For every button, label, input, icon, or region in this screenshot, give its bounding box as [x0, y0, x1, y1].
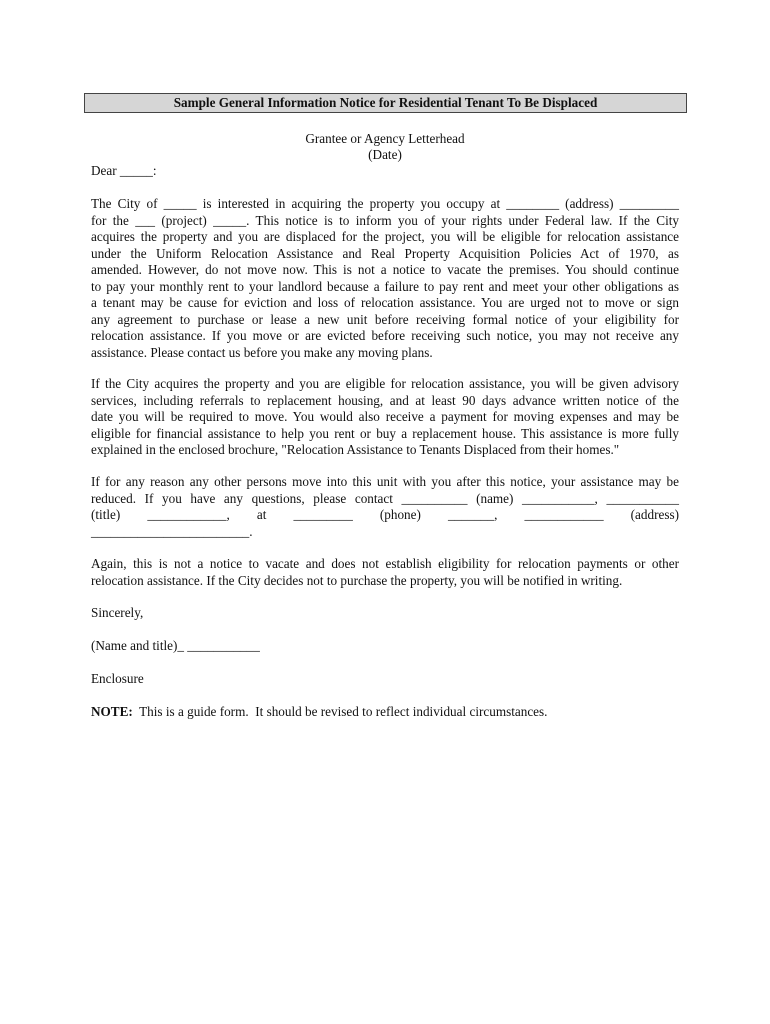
- note-label: NOTE:: [91, 704, 133, 719]
- paragraph-line: services, including referrals to replacement housing, and at least 90 days advance written notice of the: [91, 392, 679, 408]
- paragraph-line: relocation assistance. If you move or are evicted before receiving such notice, you may not receive any: [91, 328, 679, 343]
- date-placeholder: (Date): [368, 147, 402, 162]
- document-title: Sample General Information Notice for Residential Tenant To Be Displaced: [84, 93, 687, 113]
- paragraph-line: reduced. If you have any questions, please contact __________ (name) ___________, ___________: [91, 490, 679, 506]
- closing: Sincerely,: [91, 605, 144, 620]
- paragraph-line: to pay your monthly rent to your landlord because a failure to pay rent and meet your other obligations as: [91, 278, 679, 294]
- paragraph-line: Again, this is not a notice to vacate and does not establish eligibility for relocation payments or other: [91, 556, 679, 571]
- paragraph-line: assistance. Please contact us before you make any moving plans.: [91, 344, 433, 360]
- paragraph-not-notice: [91, 556, 679, 589]
- paragraph-line: date you will be required to move. You would also receive a payment for moving expenses and may be: [91, 409, 679, 424]
- paragraph-eligibility: [91, 376, 679, 459]
- signature-line: (Name and title)_ ___________: [91, 638, 260, 653]
- paragraph-line: If the City acquires the property and you are eligible for relocation assistance, you will be given advisory: [91, 376, 679, 391]
- paragraph-line: The City of _____ is interested in acquiring the property you occupy at ________ (address) _________: [91, 196, 679, 211]
- paragraph-line: explained in the enclosed brochure, "Relocation Assistance to Tenants Displaced from their homes.": [91, 442, 620, 457]
- salutation: Dear _____:: [91, 163, 157, 178]
- paragraph-line: acquires the property and you are displaced for the project, you will be eligible for relocation assistance: [91, 229, 679, 244]
- paragraph-line: (title) ____________, at _________ (phone) _______, ____________ (address): [91, 507, 679, 522]
- letterhead-placeholder: Grantee or Agency Letterhead: [305, 131, 465, 146]
- paragraph-line: for the ___ (project) _____. This notice is to inform you of your rights under Federal law. If the City: [91, 212, 679, 228]
- paragraph-contact: [91, 474, 679, 540]
- paragraph-line: under the Uniform Relocation Assistance and Real Property Acquisition Policies Act of 1970, as: [91, 245, 679, 261]
- paragraph-line: any agreement to purchase or lease a new unit before receiving formal notice of your eligibility for: [91, 311, 679, 327]
- paragraph-line: ________________________.: [91, 523, 253, 539]
- paragraph-line: relocation assistance. If the City decides not to purchase the property, you will be notified in writing.: [91, 572, 623, 588]
- paragraph-line: amended. However, do not move now. This is not a notice to vacate the premises. You should continue: [91, 262, 679, 277]
- note: [91, 704, 679, 721]
- paragraph-intro: [91, 196, 679, 361]
- enclosure: Enclosure: [91, 671, 144, 686]
- paragraph-line: eligible for financial assistance to help you rent or buy a replacement house. This assistance is more fully: [91, 425, 679, 441]
- paragraph-line: If for any reason any other persons move into this unit with you after this notice, your assistance may be: [91, 474, 679, 489]
- paragraph-line: a tenant may be cause for eviction and loss of relocation assistance. You are urged not to move or sign: [91, 295, 679, 310]
- note-text: This is a guide form. It should be revised to reflect individual circumstances.: [132, 704, 548, 719]
